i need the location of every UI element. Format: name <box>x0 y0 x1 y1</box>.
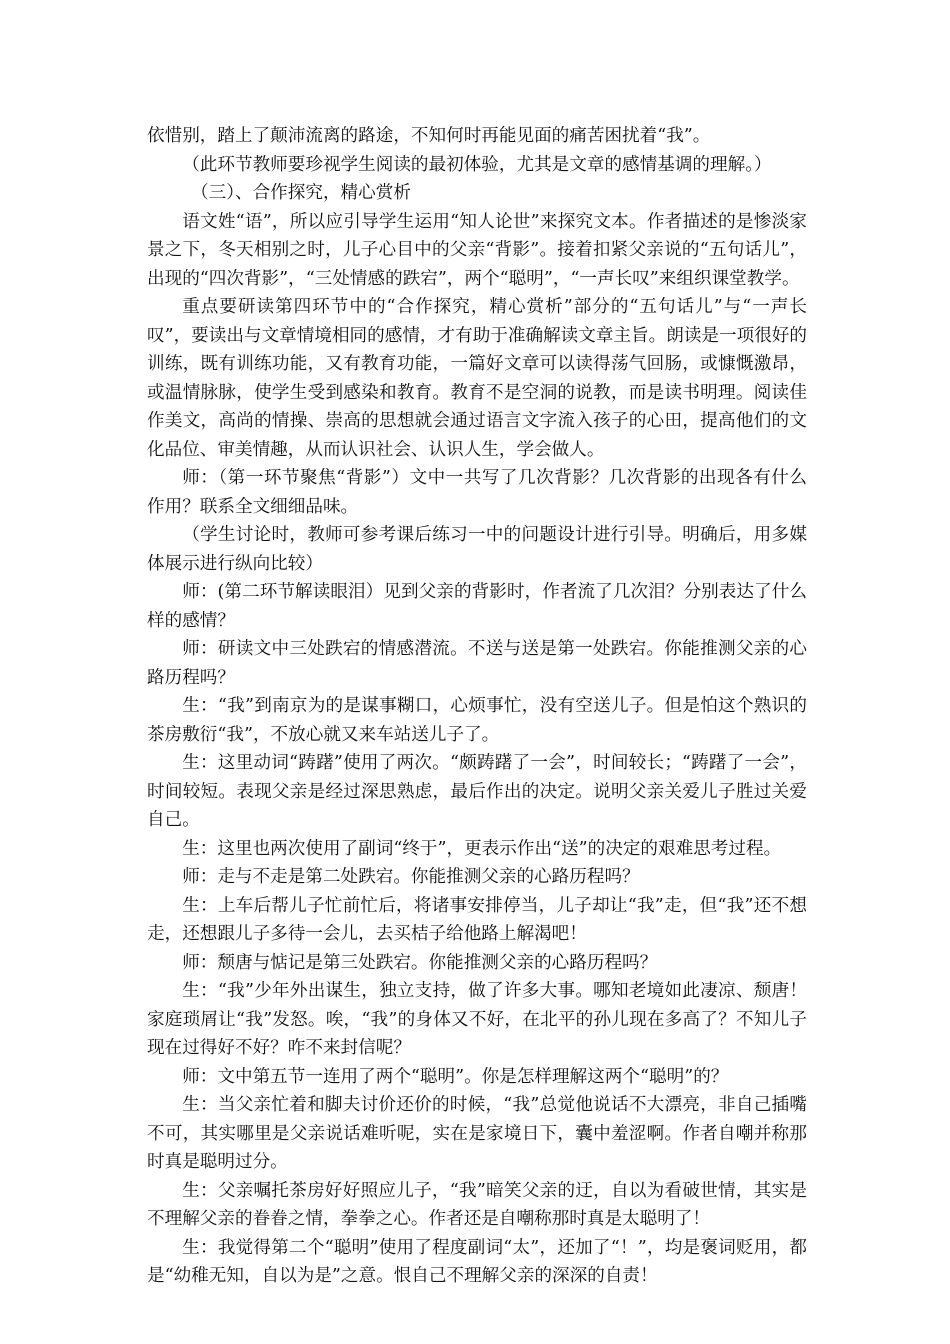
section-heading: （三）、合作探究，精心赏析 <box>191 183 411 203</box>
paragraph: 师：（第一环节聚焦“背影”）文中一共写了几次背影？几次背影的出现各有什么作用？联系全文细细品味。 <box>147 468 807 517</box>
paragraph: 依惜别，踏上了颠沛流离的路途，不知何时再能见面的痛苦困扰着“我”。 <box>147 126 711 146</box>
paragraph: 生：上车后帮儿子忙前忙后，将诸事安排停当，儿子却让“我”走，但“我”还不想走，还想跟儿子多待一会儿，去买桔子给他路上解渴吧！ <box>147 895 807 944</box>
document-body <box>147 122 807 1291</box>
paragraph: 重点要研读第四环节中的“合作探究，精心赏析”部分的“五句话儿”与“一声长叹”，要读出与文章情境相同的感情，才有助于准确解读文章主旨。朗读是一项很好的训练，既有训练功能，又有教育功能，一篇好文章可以读得荡气回肠，或慷慨激昂，或温情脉脉，使学生受到感染和教育。教育不是空洞的说教，而是读书明理。阅读佳作美文，高尚的情操、崇高的思想就会通过语言文字流入孩子的心田，提高他们的文化品位、审美情趣，从而认识社会、认识人生，学会做人。 <box>147 297 807 460</box>
paragraph: 生：这里动词“踌躇”使用了两次。“颇踌躇了一会”，时间较长；“踌躇了一会”，时间较短。表现父亲是经过深思熟虑，最后作出的决定。说明父亲关爱儿子胜过关爱自己。 <box>147 753 807 830</box>
paragraph: 生：我觉得第二个“聪明”使用了程度副词“太”，还加了“！”，均是褒词贬用，都是“幼稚无知，自以为是”之意。恨自己不理解父亲的深深的自责！ <box>147 1237 807 1286</box>
paragraph: 师：走与不走是第二处跌宕。你能推测父亲的心路历程吗？ <box>182 867 640 887</box>
paragraph: （学生讨论时，教师可参考课后练习一中的问题设计进行引导。明确后，用多媒体展示进行纵向比较） <box>147 525 807 574</box>
paragraph: 师：(第二环节解读眼泪）见到父亲的背影时，作者流了几次泪？分别表达了什么样的感情？ <box>147 582 807 631</box>
paragraph: 生：当父亲忙着和脚夫讨价还价的时候，“我”总觉他说话不大漂亮，非自己插嘴不可，其实哪里是父亲说话难听呢，实在是家境日下，囊中羞涩啊。作者自嘲并称那时真是聪明过分。 <box>147 1095 807 1172</box>
paragraph: 师：研读文中三处跌宕的情感潜流。不送与送是第一处跌宕。你能推测父亲的心路历程吗？ <box>147 639 807 688</box>
paragraph: 语文姓“语”，所以应引导学生运用“知人论世”来探究文本。作者描述的是惨淡家景之下，冬天相别之时，儿子心目中的父亲“背影”。接着扣紧父亲说的“五句话儿”，出现的“四次背影”，“三处情感的跌宕”，两个“聪明”，“一声长叹”来组织课堂教学。 <box>147 211 807 289</box>
paragraph: 生：“我”到南京为的是谋事糊口，心烦事忙，没有空送儿子。但是怕这个熟识的茶房敷衍“我”，不放心就又来车站送儿子了。 <box>147 696 807 745</box>
paragraph: 生：父亲嘱托茶房好好照应儿子，“我”暗笑父亲的迂，自以为看破世情，其实是不理解父亲的眷眷之情，拳拳之心。作者还是自嘲称那时真是太聪明了！ <box>147 1180 807 1229</box>
paragraph: 生：这里也两次使用了副词“终于”，更表示作出“送”的决定的艰难思考过程。 <box>182 838 782 859</box>
paragraph: 师：颓唐与惦记是第三处跌宕。你能推测父亲的心路历程吗？ <box>182 952 658 973</box>
paragraph: （此环节教师要珍视学生阅读的最初体验，尤其是文章的感情基调的理解。） <box>182 154 772 175</box>
paragraph: 师：文中第五节一连用了两个“聪明”。你是怎样理解这两个“聪明”的？ <box>182 1066 729 1087</box>
paragraph: 生：“我”少年外出谋生，独立支持，做了许多大事。哪知老境如此凄凉、颓唐！家庭琐屑让“我”发怒。唉，“我”的身体又不好，在北平的孙儿现在多高了？不知儿子现在过得好不好？咋不来封信呢？ <box>147 981 807 1058</box>
